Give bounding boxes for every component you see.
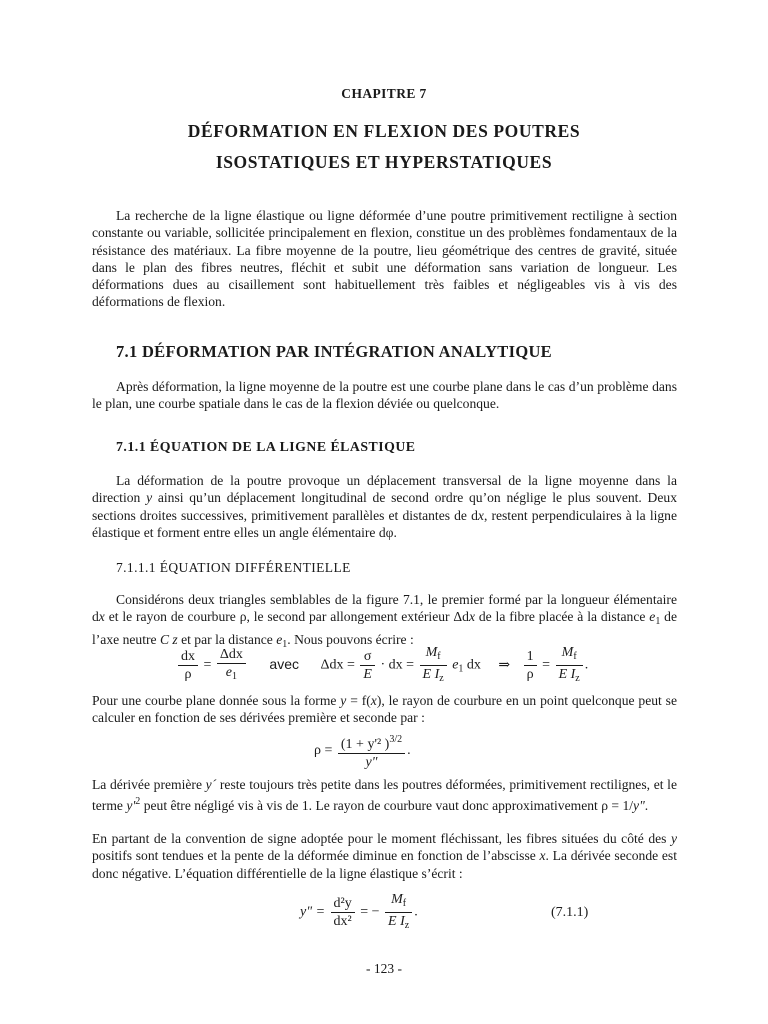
fraction-one-over-rho: $\frac{1}{\rho}$ — [524, 648, 537, 683]
fraction-Mf-over-EIz-3: $\frac{M_f}{E I_z}$ — [385, 891, 412, 934]
figure-reference-text: Considérons deux triangles semblables de la figure 7.1, le premier formé par la longueur élémentaire dx et le rayon de courbure ρ, le second par allongement extérieur Δdx de la fibre placée à la distance $e_1$ de l’axe neutre C z et par la distance $e_1$. Nous pouvons écrire : — [92, 592, 677, 650]
intro-paragraph — [92, 207, 677, 311]
equation-number: (7.1.1) — [551, 905, 589, 920]
chapter-label: CHAPITRE 7 — [341, 86, 427, 101]
fraction-Mf-over-EIz-2: $\frac{M_f}{E I_z}$ — [556, 644, 583, 687]
fraction-Mf-over-EIz: $\frac{M_f}{E I_z}$ — [420, 644, 447, 687]
section-7-1-1-1-heading: 7.1.1.1 ÉQUATION DIFFÉRENTIELLE — [116, 560, 351, 575]
equation-curvature-relation: $\frac{dx}{\rho}$ = $\frac{\text{Δdx}}{e_1}$ avec Δdx = $\frac{\sigma}{E}$ · dx = $\frac{M_f}{E I_z}$ $e_1$ dx ⇒ $\frac{1}{\rho}$ = $\frac{M_f}{E I_z}$ . — [176, 644, 588, 687]
section-7-1-1-text: La déformation de la poutre provoque un déplacement transversal de la ligne moyenne dans la direction y ainsi qu’un déplacement longitudinal de second ordre qu’on néglige le plus souvent. Deux sections droites successives, primitivement parallèles et distantes de dx, restent perpendiculaires à la ligne élastique et forment entre elles un angle élémentaire dφ. — [92, 473, 678, 540]
section-7-1-heading: 7.1 DÉFORMATION PAR INTÉGRATION ANALYTIQUE — [116, 342, 552, 361]
equation-radius-of-curvature: ρ = $\frac{(1 + y'^2 )^{3/2}}{y"}$ . — [314, 731, 411, 771]
section-7-1-text: Après déformation, la ligne moyenne de la poutre est une courbe plane dans le cas d’un problème dans le plan, une courbe spatiale dans le cas de la flexion déviée ou quelconque. — [92, 379, 677, 412]
fraction-curvature: $\frac{(1 + y'^2 )^{3/2}}{y"}$ — [338, 731, 405, 771]
intro-text: La recherche de la ligne élastique ou ligne déformée d’une poutre primitivement rectiligne à section constante ou variable, sollicitée principalement en flexion, constitue un des problèmes fondamentaux de la résistance des matériaux. La fibre moyenne de la poutre, lieu géométrique des centres de gravité, située dans le plan des fibres neutres, fléchit et subit une déformation sans variation de longueur. Les déformations dues au cisaillement sont habituellement très faibles et négligeables vis à vis des déformations de flexion. — [92, 208, 677, 310]
section-7-1-1-paragraph — [92, 472, 677, 541]
section-7-1-1-1-paragraph-3 — [92, 776, 677, 815]
fraction-second-derivative: $\frac{\text{d²y}}{\text{dx²}}$ — [331, 895, 355, 930]
equation-elastic-line: y" = $\frac{\text{d²y}}{\text{dx²}}$ = − $\frac{M_f}{E I_z}$ . — [300, 891, 418, 934]
fraction-dx-over-rho: $\frac{dx}{\rho}$ — [178, 648, 198, 683]
section-7-1-1-1-paragraph-4 — [92, 830, 677, 882]
chapter-title-line-1: DÉFORMATION EN FLEXION DES POUTRES — [187, 121, 581, 141]
fraction-sigma-over-E: $\frac{\sigma}{E}$ — [360, 648, 375, 683]
section-7-1-paragraph — [92, 378, 677, 413]
sign-convention-text: En partant de la convention de signe adoptée pour le moment fléchissant, les fibres situées du côté des y positifs sont tendues et la pente de la déformée diminue en fonction de l’abscisse x. La dérivée seconde est donc négative. L’équation différentielle de la ligne élastique s’écrit : — [92, 831, 677, 881]
chapter-title-line-2: ISOSTATIQUES ET HYPERSTATIQUES — [215, 152, 553, 172]
curvature-intro-text: Pour une courbe plane donnée sous la forme y = f(x), le rayon de courbure en un point quelconque peut se calculer en fonction de ses dérivées première et seconde par : — [92, 693, 677, 726]
fraction-ddx-over-e1: $\frac{\text{Δdx}}{e_1}$ — [217, 646, 246, 685]
implies-arrow: ⇒ — [498, 657, 511, 673]
page-number: - 123 - — [366, 961, 402, 976]
section-7-1-1-heading: 7.1.1 ÉQUATION DE LA LIGNE ÉLASTIQUE — [116, 439, 416, 454]
section-7-1-1-1-paragraph-2 — [92, 692, 677, 727]
first-derivative-text: La dérivée première y´ reste toujours très petite dans les poutres déformées, primitivement rectilignes, et le terme $y'^2$ peut être négligé vis à vis de 1. Le rayon de courbure vaut donc approximativement ρ = 1/y". — [92, 777, 677, 814]
